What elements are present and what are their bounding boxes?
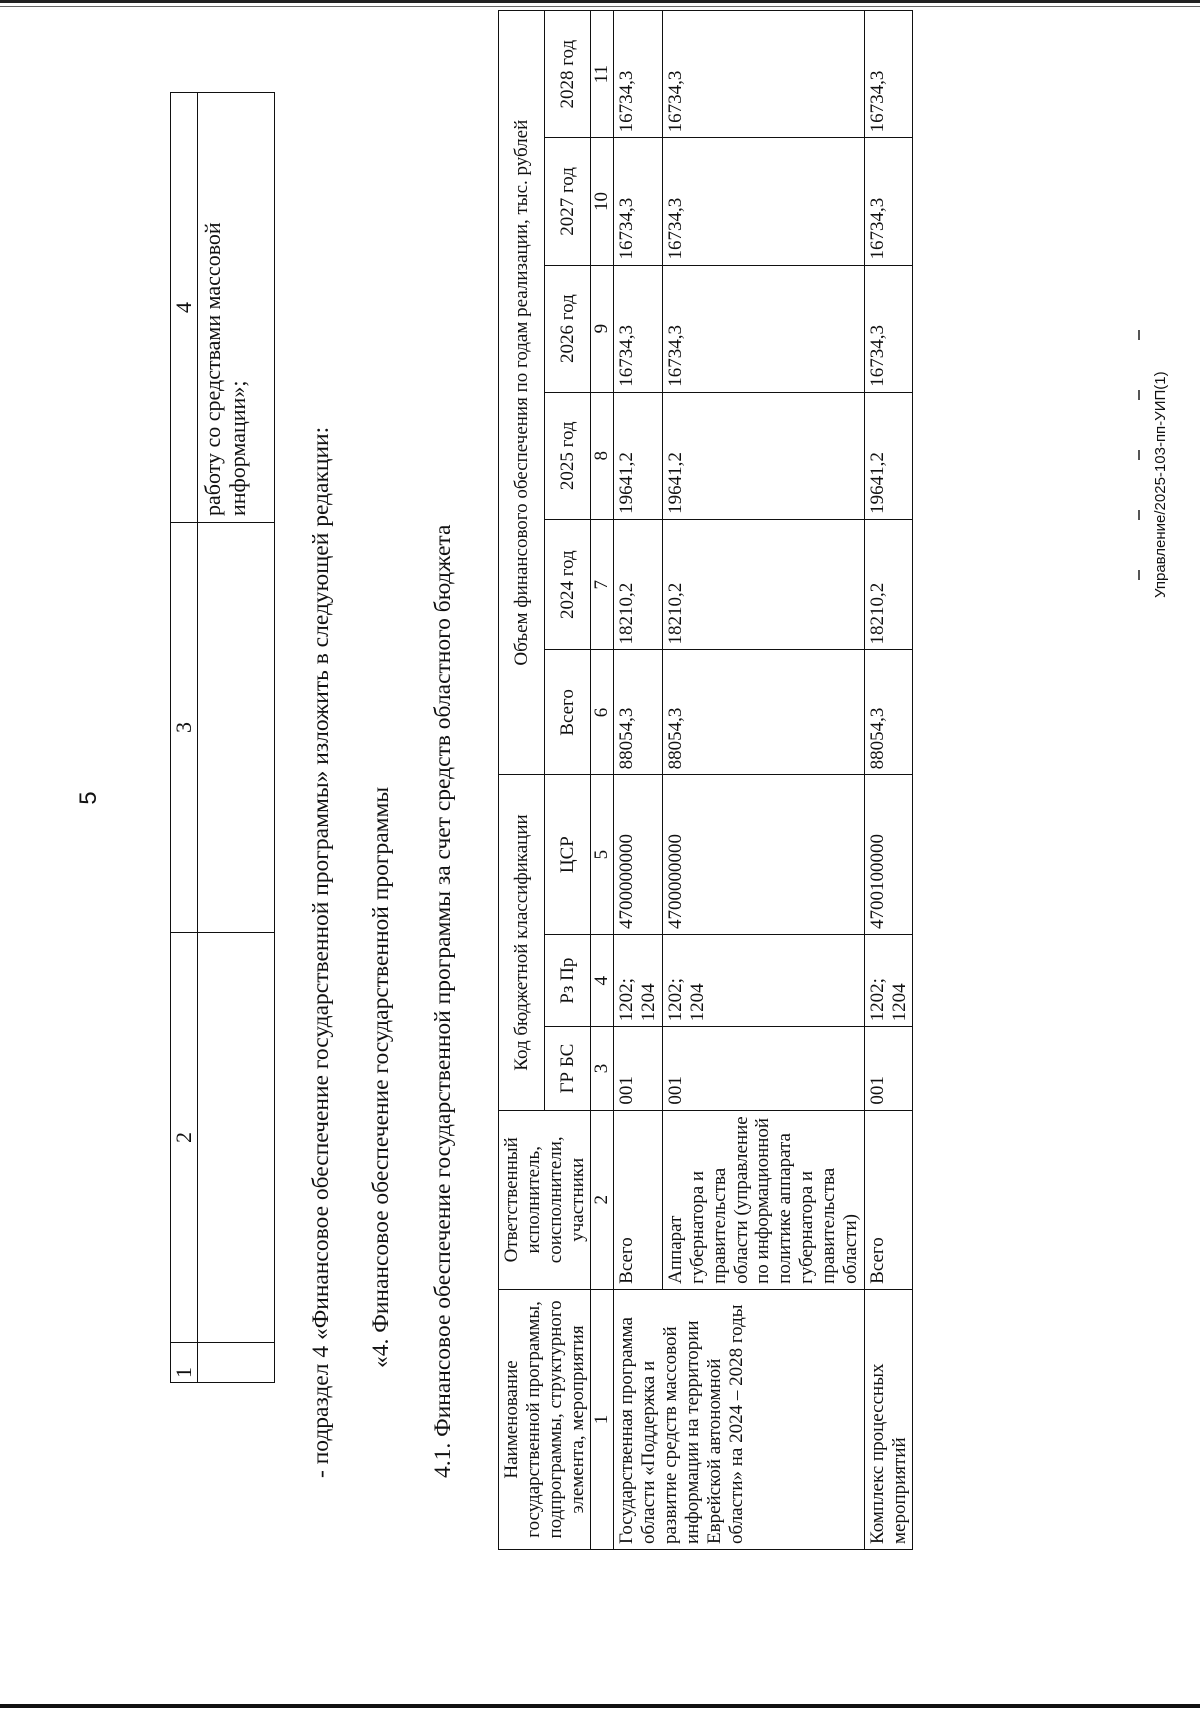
column-number: 11 [591,11,614,138]
column-number: 3 [591,1027,614,1110]
row-name: Комплекс процессных мероприятий [864,1289,913,1549]
table-cell [198,1343,275,1383]
header-2026: 2026 год [545,265,591,392]
row-2028: 16734,3 [864,11,913,138]
table-row [864,11,913,1550]
row-executor: Аппарат губернатора и правительства области (управление по информационной политике аппарата губернатора и правительства области) [663,1110,865,1289]
row-2027: 16734,3 [614,138,663,265]
header-2024: 2024 год [545,519,591,650]
table-row [614,11,663,1550]
header-cell: 3 [171,523,198,933]
row-2025: 19641,2 [864,392,913,519]
row-2024: 18210,2 [614,519,663,650]
column-number: 1 [591,1289,614,1549]
row-2025: 19641,2 [663,392,865,519]
row-rzpr: 1202; 1204 [663,934,865,1026]
header-grbs: ГР БС [545,1027,591,1110]
row-rzpr: 1202; 1204 [614,934,663,1026]
table-cell [198,933,275,1343]
table-row [198,93,275,1383]
table-cell: работу со средствами массовой информации»; [198,93,275,523]
table-header-row [499,11,545,1550]
row-2028: 16734,3 [614,11,663,138]
footer-document-code: Управление/2025-103-пп-УИП(1) [1152,371,1169,598]
row-grbs: 001 [864,1027,913,1110]
amendment-paragraph: - подраздел 4 «Финансовое обеспечение государственной программы» изложить в следующей редакции: [308,426,334,1478]
row-2026: 16734,3 [864,265,913,392]
header-executor: Ответственный исполнитель, соисполнители, участники [499,1110,591,1289]
row-csr: 4700000000 [663,775,865,935]
row-total: 88054,3 [663,650,865,775]
row-csr: 4700000000 [614,775,663,935]
header-2028: 2028 год [545,11,591,138]
page-number: 5 [75,791,102,805]
row-executor: Всего [864,1110,913,1289]
subsection-heading: 4.1. Финансовое обеспечение государственной программы за счет средств областного бюджета [430,524,456,1478]
column-number: 5 [591,775,614,935]
row-total: 88054,3 [614,650,663,775]
column-number: 9 [591,265,614,392]
header-cell: 2 [171,933,198,1343]
column-number: 6 [591,650,614,775]
row-rzpr: 1202; 1204 [864,934,913,1026]
header-rzpr: Рз Пр [545,934,591,1026]
row-total: 88054,3 [864,650,913,775]
header-cell: 4 [171,93,198,523]
section-heading: «4. Финансовое обеспечение государственной программы [368,786,394,1368]
column-number: 8 [591,392,614,519]
row-grbs: 001 [614,1027,663,1110]
column-number: 4 [591,934,614,1026]
header-csr: ЦСР [545,775,591,935]
table-header-row [171,93,198,1383]
finance-table [498,10,913,1550]
header-cell: 1 [171,1343,198,1383]
row-2026: 16734,3 [614,265,663,392]
row-2024: 18210,2 [864,519,913,650]
header-2027: 2027 год [545,138,591,265]
column-number: 2 [591,1110,614,1289]
header-budget-code: Код бюджетной классификации [499,775,545,1110]
column-number-row [591,11,614,1550]
row-name: Государственная программа области «Поддержка и развитие средств массовой информации на территории Еврейской автономной области» на 2024 – 2028 годы [614,1289,864,1549]
column-number: 10 [591,138,614,265]
row-2024: 18210,2 [663,519,865,650]
row-2027: 16734,3 [663,138,865,265]
row-2028: 16734,3 [663,11,865,138]
table-cell [198,523,275,933]
row-2027: 16734,3 [864,138,913,265]
row-2025: 19641,2 [614,392,663,519]
continuation-table [170,92,275,1383]
header-total: Всего [545,650,591,775]
row-grbs: 001 [663,1027,865,1110]
column-number: 7 [591,519,614,650]
header-2025: 2025 год [545,392,591,519]
header-name: Наименование государственной программы, подпрограммы, структурного элемента, мероприятия [499,1289,591,1549]
header-volume: Объем финансового обеспечения по годам реализации, тыс. рублей [499,11,545,775]
row-executor: Всего [614,1110,663,1289]
row-2026: 16734,3 [663,265,865,392]
row-csr: 4700100000 [864,775,913,935]
